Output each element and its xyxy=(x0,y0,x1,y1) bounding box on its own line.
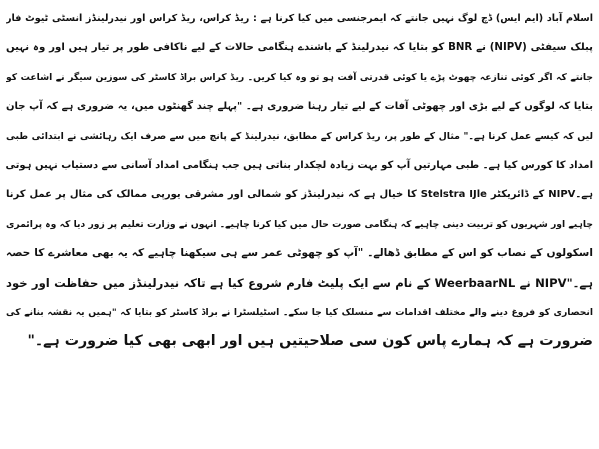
article-line-12: ضرورت ہے کہ ہمارے پاس کون سی صلاحیتیں ہیں اور ابھی بھی کیا ضرورت ہے۔" xyxy=(27,333,593,350)
article-line-7: ہے۔NIPV کے ڈائریکٹر Stelstra IJle کا خیال ہے کہ نیدرلینڈز کو شمالی اور مشرقی یورپی ممالک کی مثال پر عمل کرنا xyxy=(6,189,593,201)
article-line-1: اسلام آباد (ایم ایس) ڈچ لوگ نہیں جانتے کہ ایمرجنسی میں کیا کرنا ہے : ریڈ کراس، ریڈ کراس اور نیدرلینڈز انسٹی ٹیوٹ فار xyxy=(6,13,593,24)
article-line-4: بتایا کہ لوگوں کے لیے بڑی اور چھوٹی آفات کے لیے تیار رہنا ضروری ہے۔ "پہلے چند گھنٹوں میں، یہ ضروری ہے کہ آپ جان xyxy=(6,101,593,113)
article-line-5: لیں کہ کیسے عمل کرنا ہے۔" مثال کے طور پر، ریڈ کراس کے مطابق، نیدرلینڈ کے پانچ میں سے صرف ایک رہائشی نے ابتدائی طبی xyxy=(6,130,593,142)
article-line-8: چاہیے اور شہریوں کو تربیت دینی چاہیے کہ ہنگامی صورت حال میں کیا کرنا چاہیے۔ انہوں نے وزارت تعلیم پر زور دیا کہ وہ پرائمری xyxy=(6,218,593,230)
article-line-10: ہے۔"NIPV نے WeerbaarNL کے نام سے ایک پلیٹ فارم شروع کیا ہے تاکہ نیدرلینڈز میں حفاظت اور خود xyxy=(6,275,593,290)
article-line-6: امداد کا کورس کیا ہے۔ طبی مہارتیں آپ کو بہت زیادہ لچکدار بناتی ہیں جب ہنگامی امداد آسانی سے دستیاب نہیں ہوتی xyxy=(6,159,593,171)
article-line-3: جانتے کہ اگر کوئی تنازعہ چھوٹ پڑے یا کوئی قدرتی آفت ہو تو وہ کیا کریں۔ ریڈ کراس براڈ کاسٹر کی سوزین سیگر نے اشاعت کو xyxy=(6,71,593,83)
article-line-9: اسکولوں کے نصاب کو اس کے مطابق ڈھالے۔ "آپ کو چھوٹی عمر سے ہی سیکھنا چاہیے کہ یہ بھی معاشرے کا حصہ xyxy=(6,247,593,260)
news-article xyxy=(6,4,593,357)
article-line-11: انحصاری کو فروغ دینے والے مختلف اقدامات سے منسلک کیا جا سکے۔ اسٹیلسٹرا نے براڈ کاسٹر کو بتایا کہ "ہمیں یہ نقشہ بنانے کی xyxy=(6,306,593,318)
article-line-2: پبلک سیفٹی (NIPV) نے BNR کو بتایا کہ نیدرلینڈ کے باشندے ہنگامی حالات کے لیے ناکافی طور پر تیار ہیں اور وہ نہیں xyxy=(6,42,593,54)
